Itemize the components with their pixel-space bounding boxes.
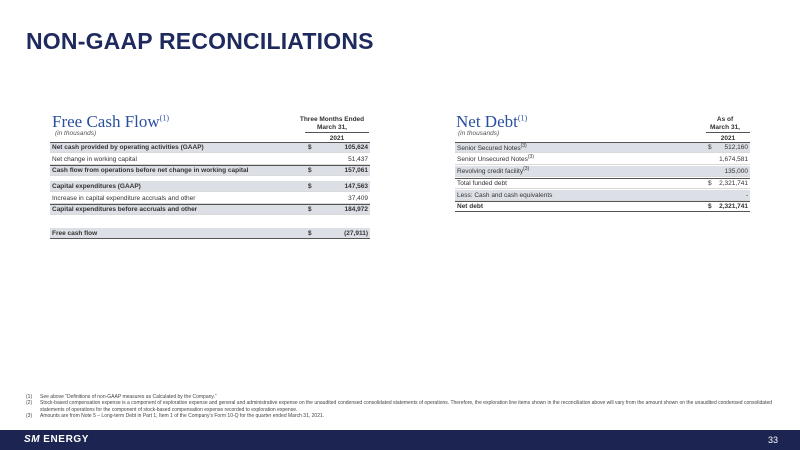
row-value: 512,160 [724,144,748,151]
row-value: 184,972 [344,206,368,213]
row-currency: $ [308,144,312,151]
row-label [457,143,527,152]
row-label: Increase in capital expenditure accruals and other [52,194,196,202]
row-label-text: Senior Unsecured Notes [457,156,528,164]
table-row [50,204,370,215]
footer-bar [0,430,800,450]
table-row [50,181,370,192]
row-label-text: Revolving credit facility [457,168,524,176]
table-row-total [455,201,750,212]
row-label-sup: (3) [520,142,527,149]
footnotes [26,394,776,419]
row-value: 157,061 [344,167,368,174]
row-label: Capital expenditures before accruals and other [52,206,198,213]
row-label: Capital expenditures (GAAP) [52,182,141,190]
row-label-sup: (3) [523,166,530,173]
company-logo [24,434,89,445]
row-label: Net change in working capital [52,155,137,163]
row-currency: $ [708,203,712,210]
table-row [455,178,750,189]
row-label-text: Senior Secured Notes [457,145,521,153]
row-label: Net debt [457,203,483,210]
row-value: 147,563 [344,182,368,190]
footnote-number: (3) [26,412,33,419]
table-row [50,142,370,153]
row-currency: $ [308,182,312,190]
nd-unit: (in thousands) [458,130,500,137]
nd-column-heading [700,116,750,132]
logo-text: ENERGY [43,434,90,445]
logo-mark: SM [24,434,41,445]
footnote-number: (1) [26,394,33,400]
fcf-column-year: 2021 [305,132,369,142]
fcf-col-head-line2: March 31, [317,124,347,131]
page-number: 33 [767,435,778,445]
footnote-text: Amounts are from Note 5 – Long-term Debt in Part 1, Item 1 of the Company's Form 10-Q for the quarter ended March 31, 2021. [40,412,325,419]
page-title: NON-GAAP RECONCILIATIONS [26,28,374,54]
footnote-number: (2) [26,400,33,407]
row-value: - [745,191,748,199]
table-row [455,154,750,165]
row-label [457,154,534,163]
table-row [50,154,370,165]
row-value: 2,321,741 [719,203,748,210]
row-currency: $ [708,180,712,187]
row-value: 2,321,741 [719,180,748,187]
nd-column-year: 2021 [706,132,750,142]
fcf-column-heading [296,116,368,132]
row-currency: $ [308,229,312,237]
fcf-unit: (in thousands) [55,130,97,137]
fcf-col-head-line1: Three Months Ended [299,116,365,123]
row-label [457,166,529,175]
table-row [455,142,750,153]
nd-title-text: Net Debt [456,112,518,131]
row-label: Free cash flow [52,229,98,237]
table-row [50,193,370,204]
fcf-title [52,112,169,132]
fcf-title-text: Free Cash Flow [52,112,160,131]
footnote [26,400,776,413]
row-currency: $ [308,206,312,213]
row-value: 1,674,581 [719,155,748,163]
row-label: Less: Cash and cash equivalents [457,191,553,199]
row-currency: $ [708,144,712,151]
nd-col-head-line2: March 31, [710,124,740,131]
table-row [455,190,750,201]
footnote-text: Stock-based compensation expense is a component of exploration expense and general and administrative expense on the unaudited condensed consolidated statements of operations. Therefore, the exploration line items shown in the reconciliation above will vary from the amount shown on the unaudited condensed consolidated statements of operations for the component of stock-based compensation expense recorded to exploration expense. [40,400,773,413]
nd-col-head-line1: As of [716,116,734,123]
row-label: Net cash provided by operating activities (GAAP) [52,144,204,151]
nd-title [456,112,527,132]
fcf-title-sup: (1) [159,113,169,123]
footnote-text: See above “Definitions of non-GAAP measures as Calculated by the Company.” [40,394,217,400]
footnote [26,413,776,419]
row-value: 135,000 [724,167,748,175]
row-value: 37,409 [348,194,368,202]
table-row [50,165,370,176]
row-label: Cash flow from operations before net change in working capital [52,167,249,174]
row-value: 105,624 [344,144,368,151]
table-row [455,166,750,177]
row-label-sup: (3) [527,154,534,161]
nd-title-sup: (1) [517,113,528,123]
row-currency: $ [308,167,312,174]
row-label: Total funded debt [457,180,507,187]
table-row-total [50,228,370,239]
row-value: 51,437 [348,155,368,163]
row-value: (27,911) [344,229,368,237]
